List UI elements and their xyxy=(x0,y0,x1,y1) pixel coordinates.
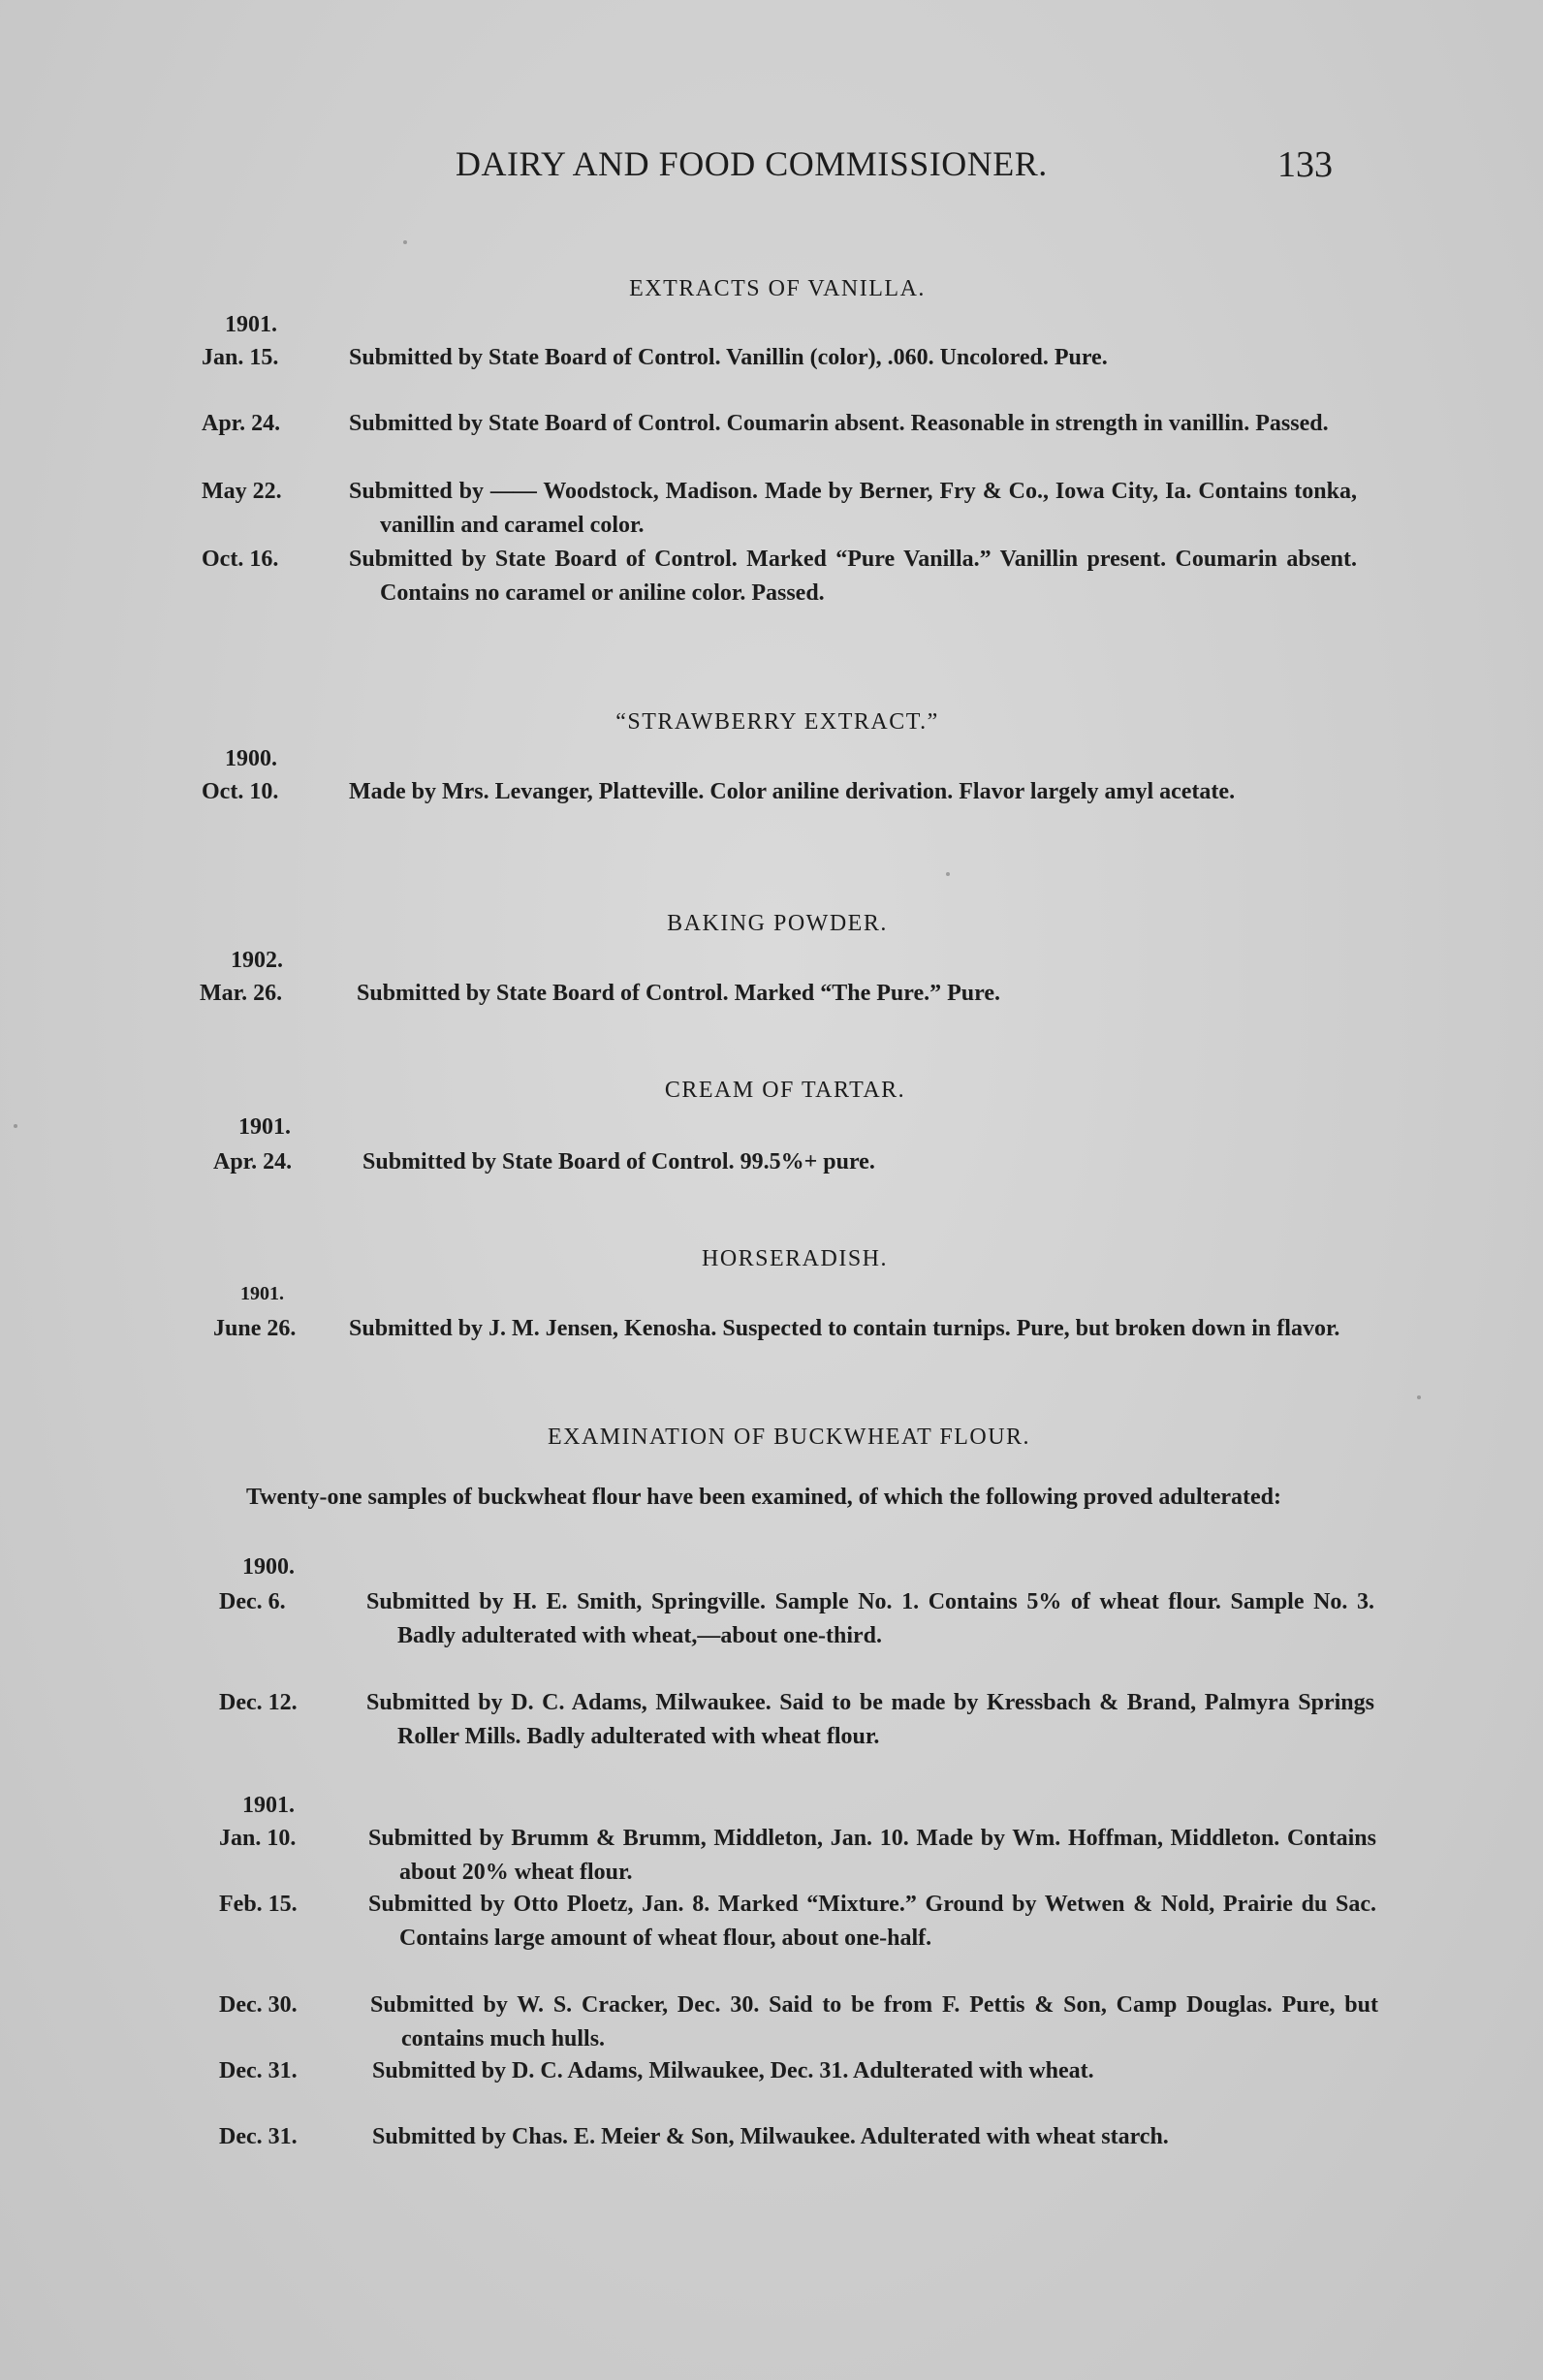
section-title-vanilla: EXTRACTS OF VANILLA. xyxy=(629,276,926,301)
entry-text: Submitted by State Board of Control. 99.5%+ pure. xyxy=(362,1149,875,1174)
year-label: 1900. xyxy=(225,746,277,771)
scan-speck xyxy=(946,872,950,876)
scan-speck xyxy=(403,240,407,244)
entry-text: Submitted by D. C. Adams, Milwaukee, Dec. 31. Adulterated with wheat. xyxy=(372,2058,1094,2083)
scan-speck xyxy=(1417,1395,1421,1399)
year-label: 1901. xyxy=(242,1793,295,1818)
scan-speck xyxy=(14,1124,17,1128)
entry-text: Made by Mrs. Levanger, Platteville. Color aniline derivation. Flavor largely amyl acetate. xyxy=(349,779,1236,804)
entry-text: Submitted by D. C. Adams, Milwaukee. Said to be made by Kressbach & Brand, Palmyra Springs Roller Mills. Badly adulterated with wheat flour. xyxy=(366,1690,1374,1749)
entry-date: Dec. 6. xyxy=(219,1589,286,1614)
entry-date: Feb. 15. xyxy=(219,1892,298,1917)
entry-date: Apr. 24. xyxy=(213,1149,293,1174)
entry-text: Submitted by State Board of Control. Coumarin absent. Reasonable in strength in vanillin. Passed. xyxy=(349,411,1329,436)
entry-date: Oct. 10. xyxy=(202,779,279,804)
entry-date: Apr. 24. xyxy=(202,411,281,436)
entry-text: Submitted by W. S. Cracker, Dec. 30. Said to be from F. Pettis & Son, Camp Douglas. Pure, but contains much hulls. xyxy=(370,1992,1378,2051)
entry-date: Mar. 26. xyxy=(200,981,283,1006)
entry-text: Submitted by State Board of Control. Marked “Pure Vanilla.” Vanillin present. Coumarin absent. Contains no caramel or aniline color. Passed. xyxy=(349,547,1357,606)
entry-date: Jan. 10. xyxy=(219,1826,297,1851)
section-title-horseradish: HORSERADISH. xyxy=(701,1246,889,1271)
entry-date: June 26. xyxy=(213,1316,297,1341)
page-number: 133 xyxy=(1277,144,1333,185)
entry-text: Submitted by —— Woodstock, Madison. Made by Berner, Fry & Co., Iowa City, Ia. Contains tonka, vanillin and caramel color. xyxy=(349,479,1357,538)
section-title-baking-powder: BAKING POWDER. xyxy=(667,911,888,936)
entry-date: Dec. 12. xyxy=(219,1690,298,1715)
year-label: 1901. xyxy=(240,1283,284,1304)
entry-text: Submitted by Brumm & Brumm, Middleton, Jan. 10. Made by Wm. Hoffman, Middleton. Contains about 20% wheat flour. xyxy=(368,1826,1376,1885)
entry-date: Jan. 15. xyxy=(202,345,279,370)
entry-text: Submitted by J. M. Jensen, Kenosha. Suspected to contain turnips. Pure, but broken down in flavor. xyxy=(349,1316,1340,1341)
entry-date: Dec. 31. xyxy=(219,2058,298,2083)
year-label: 1902. xyxy=(231,948,283,973)
section-title-cream-of-tartar: CREAM OF TARTAR. xyxy=(664,1078,906,1103)
entry-date: Dec. 30. xyxy=(219,1992,298,2018)
entry-date: May 22. xyxy=(202,479,282,504)
intro-paragraph: Twenty-one samples of buckwheat flour have been examined, of which the following proved adulterated: xyxy=(246,1485,1281,1510)
entry-text: Submitted by State Board of Control. Marked “The Pure.” Pure. xyxy=(357,981,1000,1006)
running-head: DAIRY AND FOOD COMMISSIONER. xyxy=(456,144,1048,183)
entry-date: Dec. 31. xyxy=(219,2124,298,2149)
section-title-strawberry: “STRAWBERRY EXTRACT.” xyxy=(615,709,939,735)
entry-date: Oct. 16. xyxy=(202,547,279,572)
section-title-buckwheat: EXAMINATION OF BUCKWHEAT FLOUR. xyxy=(547,1425,1031,1450)
year-label: 1901. xyxy=(225,312,277,337)
entry-text: Submitted by H. E. Smith, Springville. Sample No. 1. Contains 5% of wheat flour. Sample No. 3. Badly adulterated with wheat,—about one-third. xyxy=(366,1589,1374,1648)
entry-text: Submitted by Otto Ploetz, Jan. 8. Marked “Mixture.” Ground by Wetwen & Nold, Prairie du Sac. Contains large amount of wheat flour, about one-half. xyxy=(368,1892,1376,1951)
year-label: 1901. xyxy=(238,1114,291,1140)
entry-text: Submitted by Chas. E. Meier & Son, Milwaukee. Adulterated with wheat starch. xyxy=(372,2124,1169,2149)
year-label: 1900. xyxy=(242,1554,295,1580)
entry-text: Submitted by State Board of Control. Vanillin (color), .060. Uncolored. Pure. xyxy=(349,345,1108,370)
